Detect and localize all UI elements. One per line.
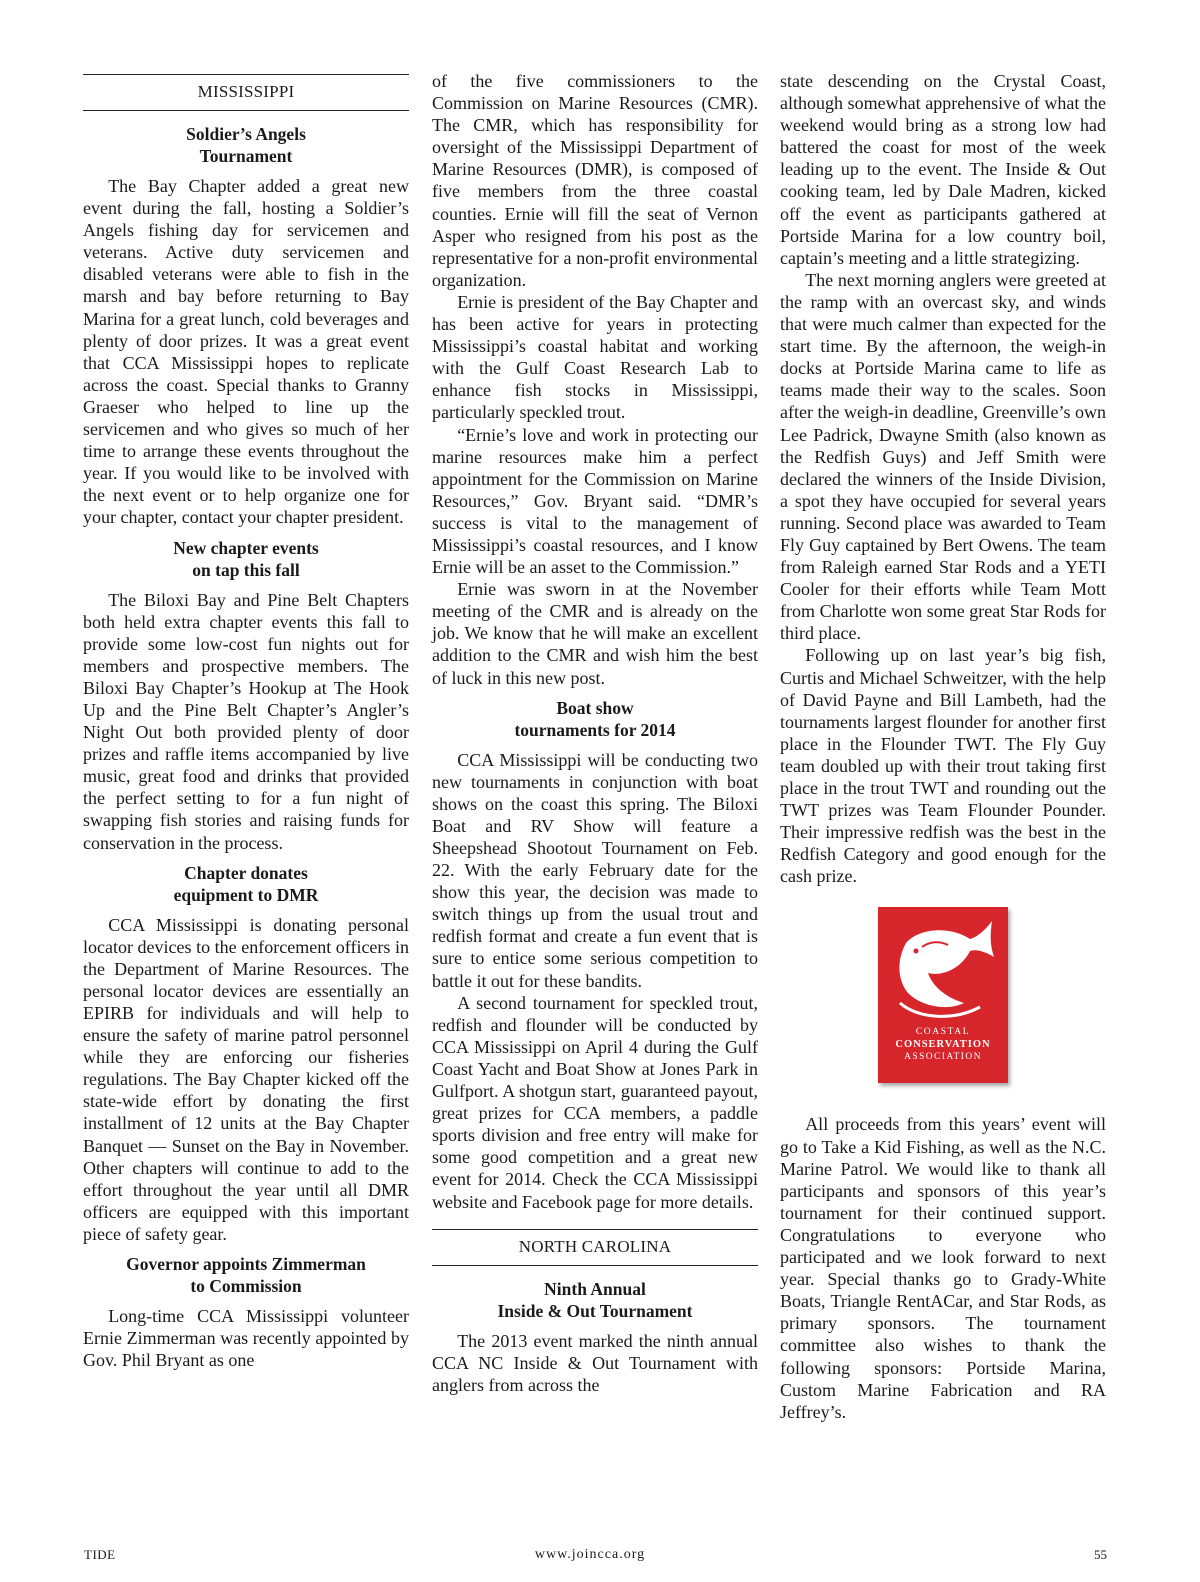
paragraph: All proceeds from this years’ event will go to Take a Kid Fishing, as well as the N.C. Marine Patrol. We would like to thank all participants and sponsors of this year’s tournament for their continued support. Congratulations to everyone who participated and we look forward to next year. Special thanks go to Grady-White Boats, Triangle RentACar, and Star Rods, as primary sponsors. The tournament committee also wishes to thank the following sponsors: Portside Marina, Custom Marine Fabrication and RA Jeffrey’s. bbox=[780, 1114, 1106, 1422]
paragraph: state descending on the Crystal Coast, although somewhat apprehensive of what the weekend would bring as a strong low had battered the coast for most of the week leading up to the event. The Inside & Out cooking team, led by Dale Madren, kicked off the event as participants gathered at Portside Marina for a low country boil, captain’s meeting and a little strategizing. bbox=[780, 71, 1106, 268]
headline-line: Boat show bbox=[556, 697, 634, 718]
paragraph: “Ernie’s love and work in protecting our marine resources make him a perfect appointment for the Commission on Marine Resources,” Gov. Bryant said. “DMR’s success is vital to the management of Mississippi’s coastal resources, and I know Ernie will be an asset to the Commission.” bbox=[432, 424, 758, 578]
headline-new-chapter-events bbox=[83, 537, 409, 581]
cca-logo bbox=[878, 907, 1008, 1083]
paragraph: The next morning anglers were greeted at the ramp with an overcast sky, and winds that were much calmer than expected for the start time. By the afternoon, the weigh-in docks at Portside Marina came to life as teams made their way to the scales. Soon after the weigh-in deadline, Greenville’s own Lee Padrick, Dwayne Smith (also known as the Redfish Guys) and Jeff Smith were declared the winners of the Inside Division, a spot they have occupied for several years running. Second place was awarded to Team Fly Guy captained by Bert Owens. The team from Raleigh earned Star Rods and a YETI Cooler for their efforts while Team Mott from Charlotte won some great Star Rods for third place. bbox=[780, 269, 1106, 644]
column-2 bbox=[432, 70, 758, 1396]
paragraph: CCA Mississippi is donating personal locator devices to the enforcement officers in the Department of Marine Resources. The personal locator devices are essentially an EPIRB for individuals and will help to ensure the safety of marine patrol personnel while they are enforcing our fisheries regulations. The Bay Chapter kicked off the state-wide effort by donating the first installment of 12 units at the Bay Chapter Banquet — Sunset on the Bay in November. Other chapters will continue to add to the effort throughout the year until all DMR officers are equipped with this important piece of safety gear. bbox=[83, 914, 409, 1244]
headline-line: Tournament bbox=[199, 146, 293, 166]
headline-line: Governor appoints Zimmerman bbox=[126, 1254, 366, 1275]
paragraph: A second tournament for speckled trout, redfish and flounder will be conducted by CCA Mississippi on April 4 during the Gulf Coast Yacht and Boat Show at Jones Park in Gulfport. A shotgun start, guaranteed payout, great prizes for CCA members, a paddle sports division and free entry will make for some good competition and a great new event for 2014. Check the CCA Mississippi website and Facebook page for more details. bbox=[432, 992, 758, 1212]
logo-text-line: COASTAL bbox=[915, 1027, 971, 1038]
section-header-north-carolina: NORTH CAROLINA bbox=[432, 1229, 758, 1266]
headline-soldiers-angels bbox=[83, 123, 409, 167]
paragraph: Ernie was sworn in at the November meeting of the CMR and is already on the job. We know that he will make an excellent addition to the CMR and wish him the best of luck in this new post. bbox=[432, 579, 758, 688]
paragraph: The Bay Chapter added a great new event during the fall, hosting a Soldier’s Angels fishing day for servicemen and veterans. Active duty servicemen and disabled veterans were able to fish in the marsh and bay before returning to Bay Marina for a great lunch, cold beverages and plenty of door prizes. It was a great event that CCA Mississippi hopes to replicate across the coast. Special thanks to Granny Graeser who helped to line up the servicemen and who gives so much of her time to arrange these events throughout the year. If you would like to be involved with the next event or to help organize one for your chapter, contact your chapter president. bbox=[83, 176, 409, 528]
logo-text-line: CONSERVATION bbox=[895, 1039, 991, 1051]
headline-line: Chapter donates bbox=[184, 862, 308, 883]
paragraph: The 2013 event marked the ninth annual CCA NC Inside & Out Tournament with anglers from across the bbox=[432, 1330, 758, 1395]
headline-line: tournaments for 2014 bbox=[514, 719, 676, 740]
footer-publication: TIDE bbox=[84, 1547, 116, 1562]
paragraph: The Biloxi Bay and Pine Belt Chapters both held extra chapter events this fall to provide some low-cost fun nights out for members and prospective members. The Biloxi Bay Chapter’s Hookup at The Hook Up and the Pine Belt Chapter’s Angler’s Night Out both provided plenty of door prizes and raffle items accompanied by live music, great food and drinks that provided the perfect setting to for a fun night of swapping fish stories and raising funds for conservation in the process. bbox=[83, 589, 409, 853]
headline-line: to Commission bbox=[190, 1276, 302, 1297]
logo-text-line: ASSOCIATION bbox=[904, 1052, 982, 1063]
headline-ninth-annual bbox=[432, 1278, 758, 1322]
headline-governor-appoints bbox=[83, 1253, 409, 1297]
headline-line: equipment to DMR bbox=[173, 884, 319, 905]
column-3 bbox=[780, 70, 1106, 1423]
page-number: 55 bbox=[1094, 1547, 1107, 1562]
headline-boat-show bbox=[432, 697, 758, 741]
headline-line: Ninth Annual bbox=[544, 1278, 646, 1299]
headline-line: on tap this fall bbox=[192, 559, 300, 580]
section-header-mississippi: MISSISSIPPI bbox=[83, 74, 409, 111]
paragraph: CCA Mississippi will be conducting two new tournaments in conjunction with boat shows on the coast this spring. The Biloxi Boat and RV Show will feature a Sheepshead Shootout Tournament on Feb. 22. With the early February date for the show this year, the decision was made to switch things up from the usual trout and redfish format and create a fun event that is sure to entice some serious competition to battle it out for these bandits. bbox=[432, 749, 758, 991]
paragraph: Long-time CCA Mississippi volunteer Ernie Zimmerman was recently appointed by Gov. Phil Bryant as one bbox=[83, 1306, 409, 1371]
headline-line: Inside & Out Tournament bbox=[497, 1300, 693, 1321]
headline-chapter-donates bbox=[83, 862, 409, 906]
column-1 bbox=[83, 70, 409, 1371]
paragraph: Ernie is president of the Bay Chapter and has been active for years in protecting Mississippi’s coastal habitat and working with the Gulf Coast Research Lab to enhance fish stocks in Mississippi, particularly speckled trout. bbox=[432, 291, 758, 423]
footer-website: www.joincca.org bbox=[534, 1547, 646, 1562]
headline-line: Soldier’s Angels bbox=[186, 124, 306, 144]
headline-line: New chapter events bbox=[173, 537, 319, 558]
paragraph: of the five commissioners to the Commission on Marine Resources (CMR). The CMR, which has responsibility for oversight of the Mississippi Department of Marine Resources (DMR), is composed of five members from the three coastal counties. Ernie will fill the seat of Vernon Asper who resigned from his post as the representative for a non-profit environmental organization. bbox=[432, 71, 758, 290]
paragraph: Following up on last year’s big fish, Curtis and Michael Schweitzer, with the help of David Payne and Bill Lambeth, had the tournaments largest flounder for another first place in the Flounder TWT. The Fly Guy team doubled up with their trout taking first place in the trout TWT and rounding out the TWT prizes was Team Flounder Pounder. Their impressive redfish was the best in the Redfish Category and good enough for the cash prize. bbox=[780, 645, 1106, 887]
